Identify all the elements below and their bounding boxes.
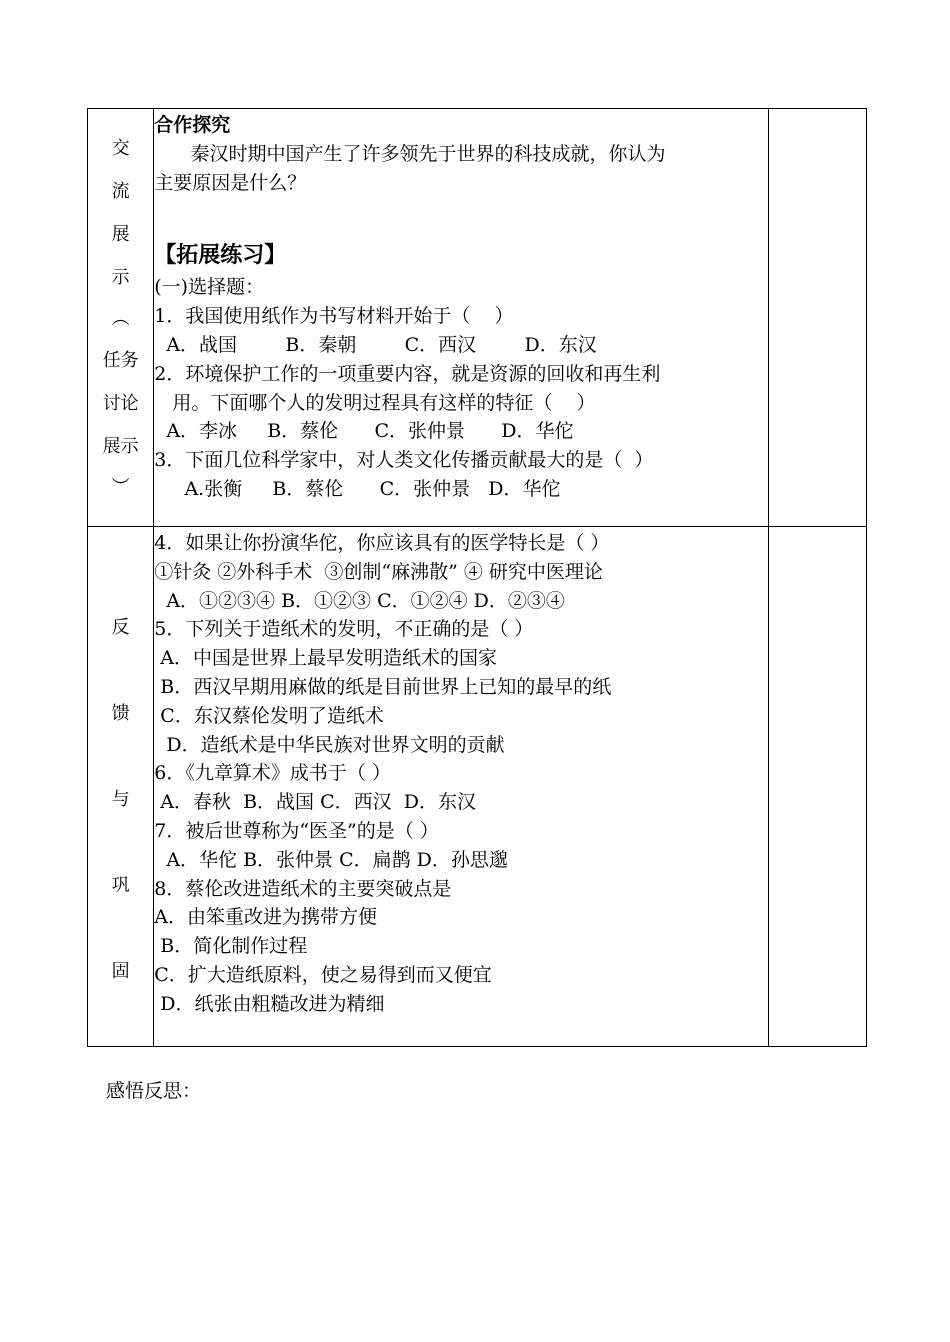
question-line: B．西汉早期用麻做的纸是目前世界上已知的最早的纸 (154, 675, 612, 698)
label-char: 讨论 (102, 393, 139, 414)
label-char: 展 (111, 224, 130, 245)
question-line: A．春秋 B．战国 C．西汉 D．东汉 (154, 791, 476, 814)
row-label-cell (88, 109, 154, 527)
reflection-label: 感悟反思： (106, 1080, 202, 1102)
question-line: 1．我国使用纸作为书写材料开始于（ ） (154, 305, 514, 328)
section-title: 【拓展练习】 (154, 243, 287, 269)
question-line: C．东汉蔡伦发明了造纸术 (154, 704, 384, 727)
worksheet-table (87, 108, 867, 1047)
question-line: C．扩大造纸原料，使之易得到而又便宜 (154, 963, 492, 986)
question-line: A.张衡 B．蔡伦 C．张仲景 D．华佗 (154, 477, 561, 500)
question-line: A．华佗 B．张仲景 C．扁鹊 D．孙思邈 (154, 848, 508, 871)
row-label (88, 527, 153, 1015)
question-line: A．①②③④ B．①②③ C．①②④ D．②③④ (154, 589, 565, 612)
main-content-cell (154, 527, 768, 1047)
label-char: 反 (111, 617, 130, 638)
question-line: 5．下列关于造纸术的发明，不正确的是（ ） (154, 618, 534, 641)
label-char: 固 (111, 961, 130, 982)
question-line: 4．如果让你扮演华佗，你应该具有的医学特长是（ ） (154, 532, 610, 554)
row-label-cell (88, 527, 154, 1047)
section-heading: 合作探究 (154, 114, 231, 136)
label-char: 巩 (111, 875, 130, 896)
question-line: B．简化制作过程 (154, 935, 308, 958)
label-char: 交 (111, 138, 130, 159)
table-row (88, 109, 867, 527)
question-line: (一)选择题： (154, 276, 265, 299)
question-line: A．由笨重改进为携带方便 (154, 906, 377, 929)
question-line: A．中国是世界上最早发明造纸术的国家 (154, 647, 498, 670)
question-line: 2．环境保护工作的一项重要内容，就是资源的回收和再生利 (154, 362, 661, 385)
label-char: ︵ (111, 308, 130, 329)
question-line: D．造纸术是中华民族对世界文明的贡献 (154, 733, 505, 756)
question-line: 7．被后世尊称为“医圣”的是（ ） (154, 819, 439, 842)
question-line: 6．《九章算术》成书于（ ） (154, 762, 391, 785)
question-line: 8．蔡伦改进造纸术的主要突破点是 (154, 877, 452, 900)
label-char: ︶ (111, 477, 130, 498)
label-char: 展示 (102, 436, 139, 457)
notes-cell (768, 527, 866, 1047)
notes-cell (768, 109, 866, 527)
row-label (88, 109, 153, 508)
table-row (88, 527, 867, 1047)
question-line: D．纸张由粗糙改进为精细 (154, 992, 385, 1015)
paragraph-line: 秦汉时期中国产生了许多领先于世界的科技成就，你认为 (154, 142, 666, 165)
main-content-cell (154, 109, 768, 527)
label-char: 馈 (111, 703, 130, 724)
question-line: A．李冰 B．蔡伦 C．张仲景 D．华佗 (154, 420, 574, 443)
question-line: 用。下面哪个人的发明过程具有这样的特征（ ） (154, 391, 596, 414)
label-char: 流 (111, 181, 130, 202)
label-char: 任务 (102, 350, 139, 371)
paragraph-line: 主要原因是什么？ (154, 171, 307, 194)
label-char: 与 (111, 789, 130, 810)
label-char: 示 (111, 267, 130, 288)
question-line: 3．下面几位科学家中，对人类文化传播贡献最大的是（ ） (154, 449, 654, 472)
question-line: ①针灸 ②外科手术 ③创制“麻沸散” ④ 研究中医理论 (154, 560, 603, 583)
question-line: A．战国 B．秦朝 C．西汉 D．东汉 (154, 333, 597, 356)
